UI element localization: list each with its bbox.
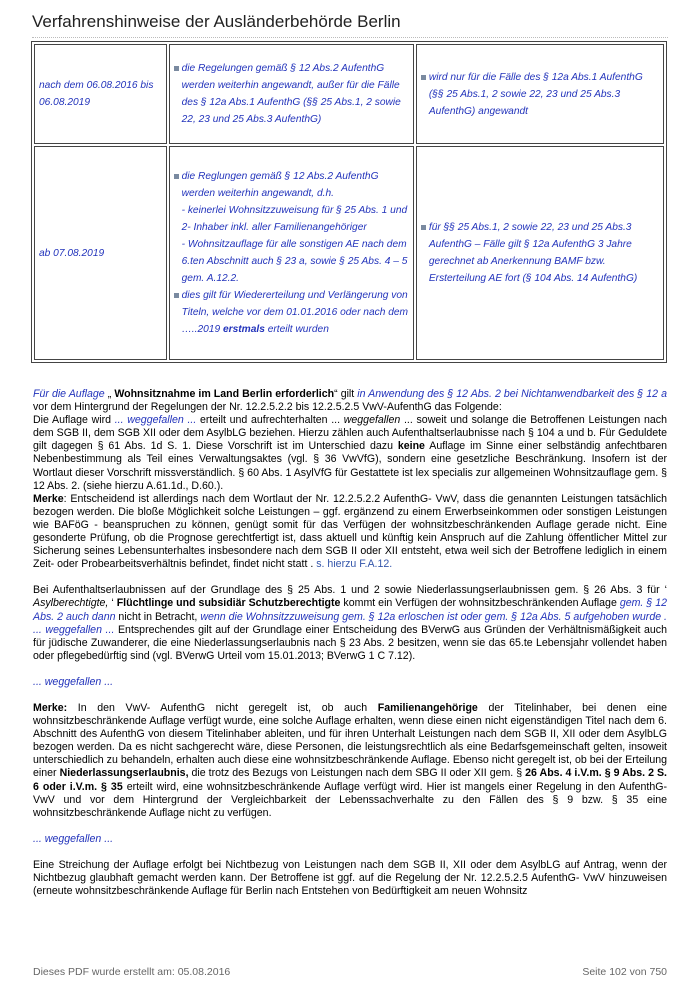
page-header: Verfahrenshinweise der Ausländerbehörde Berlin	[32, 12, 668, 38]
footer-created: Dieses PDF wurde erstellt am: 05.08.2016	[33, 966, 231, 978]
paragraph: Eine Streichung der Auflage erfolgt bei Nichtbezug von Leistungen nach dem SGB II, XII oder dem AsylbLG auf Antrag, wenn der Nichtbezug glaubhaft gemacht werden kann. Der Betroffene ist ggf. auf die Regelung der Nr. 12.2.5.2.5 AufenthG- VwV hinzuweisen (erneute wohnsitzbeschränkende Auflage für Berlin nach Entstehen von Bedürftigkeit am neuen Wohnsitz	[33, 858, 667, 898]
page-number: Seite 102 von 750	[582, 966, 667, 978]
regulation-table	[31, 41, 667, 363]
bullet-item: die Reglungen gemäß § 12 Abs.2 AufenthG werden weiterhin angewandt, d.h.	[174, 168, 409, 202]
table-row	[34, 44, 664, 144]
period-cell: ab 07.08.2019	[34, 146, 167, 360]
reference-link[interactable]: s. hierzu F.A.12.	[316, 558, 393, 571]
omitted-note: ... weggefallen ...	[33, 832, 114, 845]
rule-cell	[416, 44, 664, 144]
paragraph: Für die Auflage „ Wohnsitznahme im Land Berlin erforderlich“ gilt in Anwendung des § 12 Abs. 2 bei Nichtanwendbarkeit des § 12 a vor dem Hintergrund der Regelungen der Nr. 12.2.5.2.2 bis 12.2.5.2.5 VwV-AufenthG das Folgende:	[33, 388, 667, 414]
body-text	[33, 388, 667, 898]
table-row	[34, 146, 664, 360]
paragraph: Merke: Entscheidend ist allerdings nach dem Wortlaut der Nr. 12.2.5.2.2 AufenthG- VwV, dass die genannten Leistungen tatsächlich bezogen werden. Die bloße Möglichkeit solche Leistungen – ggf. ergänzend zu einem Erwerbseinkommen oder sonstigen Leistungen wie BAFöG - beanspruchen zu können, genügt somit für das Verfügen der wohnsitzbeschränkenden Auflage gerade nicht. Eine gesonderte Prüfung, ob die Prognose gerechtfertigt ist, dass aktuell und künftig kein Anspruch auf die Zahlung öffentlicher Mittel zur Sicherung seines Lebensunterhaltes insbesondere nach dem SGB II oder XII entsteht, etwa weil sich der Betroffene lediglich in einem Zeit- oder Probearbeitsverhältnis befindet, findet nicht statt . s. hierzu F.A.12.	[33, 492, 667, 571]
sub-item: - Wohnsitzauflage für alle sonstigen AE nach dem 6.ten Abschnitt auch § 23 a, sowie § 25 Abs. 4 – 5 gem. A.12.2.	[181, 239, 408, 284]
page-footer	[33, 966, 667, 978]
rule-cell	[169, 146, 414, 360]
bullet-item: für §§ 25 Abs.1, 2 sowie 22, 23 und 25 Abs.3 AufenthG – Fälle gilt § 12a AufenthG 3 Jahre gerechnet ab Anerkennung BAMF bzw. Ersterteilung AE fort (§ 104 Abs. 14 AufenthG)	[421, 219, 659, 287]
omitted-note: ... weggefallen ...	[33, 675, 114, 688]
bullet-item: dies gilt für Wiedererteilung und Verlängerung von Titeln, welche vor dem 01.01.2016 oder nach dem …..2019 erstmals erteilt wurden	[174, 287, 409, 338]
paragraph: Die Auflage wird ... weggefallen ... erteilt und aufrechterhalten ... weggefallen ... soweit und solange die Betroffenen Leistungen nach dem SGB II, dem SGB XII oder dem AsylbLG beziehen. Hierzu zählen auch Aufenthaltserlaubnisse nach § 104 a und b. Für Geduldete gilt dagegen § 61 Abs. 1d S. 1. Diese Vorschrift ist im Unterschied dazu keine Auflage im Sinne einer selbständig anfechtbaren Nebenbestimmung als Teil eines Verwaltungsaktes (vgl. § 36 VwVfG), sondern eine gesetzliche Beschränkung. Insofern ist der Wortlaut dieser Vorschrift missverständlich. § 60 Abs. 1 AsylVfG für Gestattete ist lex specialis zur allgemeinen Wohnsitzauflage gem. § 12 Abs. 2. (siehe hierzu A.61.1d., D.60.).	[33, 414, 667, 492]
paragraph: Bei Aufenthaltserlaubnissen auf der Grundlage des § 25 Abs. 1 und 2 sowie Niederlassungserlaubnissen gem. § 26 Abs. 3 für ‘ Asylberechtigte, ‘ Flüchtlinge und subsidiär Schutzberechtigte kommt ein Verfügen der wohnsitzbeschränkenden Auflage gem. § 12 Abs. 2 auch dann nicht in Betracht, wenn die Wohnsitzzuweisung gem. § 12a erloschen ist oder gem. § 12a Abs. 5 aufgehoben wurde . ... weggefallen ... Entsprechendes gilt auf der Grundlage einer Entscheidung des BVerwG aus Gründen der Verhältnismäßigkeit auch für jüdische Zuwanderer, die eine Niederlassungserlaubnis nach § 23 Abs. 2 besitzen, wenn sie das 65.te Lebensjahr vollendet haben oder pflegebedürftig sind (vgl. BVerwG Urteil vom 15.01.2013; BVerwG 1 C 7.12).	[33, 584, 668, 662]
rule-cell	[169, 44, 414, 144]
sub-item: - keinerlei Wohnsitzzuweisung für § 25 Abs. 1 und 2- Inhaber inkl. aller Familienangehöriger	[181, 205, 408, 233]
period-cell: nach dem 06.08.2016 bis 06.08.2019	[34, 44, 167, 144]
bullet-item: die Regelungen gemäß § 12 Abs.2 AufenthG werden weiterhin angewandt, außer für die Fälle des § 12a Abs.1 AufenthG (§§ 25 Abs.1, 2 sowie 22, 23 und 25 Abs.3 AufenthG)	[174, 60, 409, 128]
paragraph: Merke: In den VwV- AufenthG nicht geregelt ist, ob auch Familienangehörige der Titelinhaber, bei denen eine wohnsitzbeschränkende Auflage verfügt wurde, eine solche Auflage erhalten, wenn diese einen nicht eigenständigen Titel nach dem 6. Abschnitt des AufenthG von diesem Titelinhaber ableiten, und für ihren Unterhalt Leistungen nach dem SGB II, XII oder dem AsylbLG bezogen werden. Da es nicht sachgerecht wäre, diese Personen, die leistungsrechtlich als eine Bedarfsgemeinschaft gelten, insoweit unterschiedlich zu behandeln, erhalten auch diese eine wohnsitzbeschränkende Auflage. Ebenso nicht geregelt ist, ob bei der Erteilung einer Niederlassungserlaubnis, die trotz des Bezugs von Leistungen nach dem SBG II oder XII gem. § 26 Abs. 4 i.V.m. § 9 Abs. 2 S. 6 oder i.V.m. § 35 erteilt wird, eine wohnsitzbeschränkende Auflage verfügt wird. Hier ist mangels einer Regelung in den AufenthG- VwV und vor dem Hintergrund der Vergleichbarkeit der Lebenssachverhalte zu den Fällen des § 9 bzw. § 35 eine wohnsitzbeschränkende Auflage nicht zu verfügen.	[33, 701, 668, 819]
bullet-item: wird nur für die Fälle des § 12a Abs.1 AufenthG (§§ 25 Abs.1, 2 sowie 22, 23 und 25 Abs.3 AufenthG) angewandt	[421, 69, 659, 120]
rule-cell	[416, 146, 664, 360]
